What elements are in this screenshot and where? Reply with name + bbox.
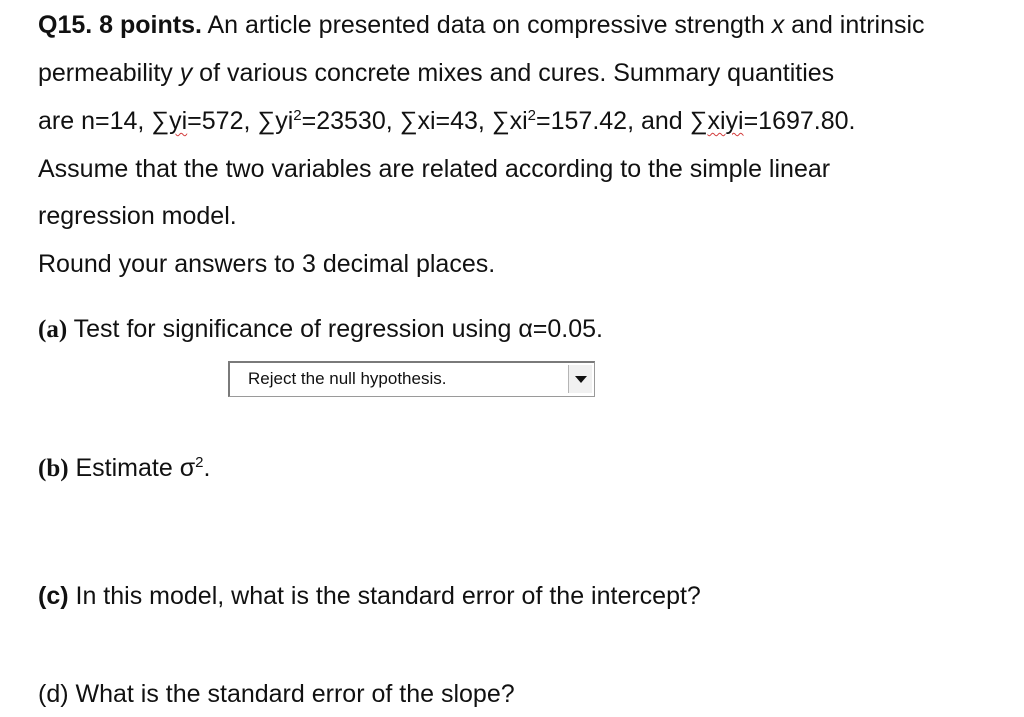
part-b-text: Estimate σ	[68, 454, 196, 482]
part-a-prompt	[38, 314, 603, 345]
part-c-prompt	[38, 581, 701, 611]
part-a-text: Test for significance of regression using α=0.05.	[67, 315, 603, 343]
part-b-end: .	[203, 454, 211, 482]
question-line-1	[38, 10, 925, 40]
superscript-2: 2	[293, 107, 302, 124]
sum-yi: yi	[169, 107, 188, 135]
variable-y: y	[179, 59, 193, 87]
part-a-answer-select[interactable]	[228, 361, 595, 397]
intro-text-2: and intrinsic	[784, 11, 925, 39]
line3-part-e: =1697.80.	[743, 107, 856, 135]
line2-rest: of various concrete mixes and cures. Summary quantities	[192, 59, 835, 87]
intro-text-1: An article presented data on compressive strength	[201, 11, 772, 39]
part-b-label: (b)	[38, 455, 69, 482]
sum-xiyi: xiyi	[707, 107, 744, 135]
part-a-label: (a)	[38, 316, 68, 343]
line3-part-c: =23530, ∑xi=43, ∑xi	[301, 107, 528, 135]
question-line-3	[38, 106, 855, 136]
chevron-down-icon[interactable]	[568, 365, 592, 393]
superscript-2: 2	[195, 454, 204, 471]
variable-x: x	[771, 11, 785, 39]
part-b-prompt	[38, 453, 210, 484]
part-d-prompt: (d) What is the standard error of the slope?	[38, 680, 515, 708]
question-number-points: Q15. 8 points.	[38, 11, 202, 39]
line3-part-d: =157.42, and ∑	[536, 107, 708, 135]
rounding-instruction: Round your answers to 3 decimal places.	[38, 250, 496, 278]
question-line-2	[38, 58, 834, 88]
question-line-4: Assume that the two variables are related according to the simple linear	[38, 155, 831, 183]
line3-part-b: =572, ∑yi	[187, 107, 294, 135]
question-line-5: regression model.	[38, 202, 237, 230]
part-c-text: In this model, what is the standard error of the intercept?	[68, 582, 701, 610]
superscript-2: 2	[527, 107, 537, 124]
line3-part-a: are n=14, ∑	[38, 107, 170, 135]
line2-prefix: permeability	[38, 59, 180, 87]
selected-option: Reject the null hypothesis.	[248, 369, 447, 388]
part-c-label: (c)	[38, 582, 69, 610]
